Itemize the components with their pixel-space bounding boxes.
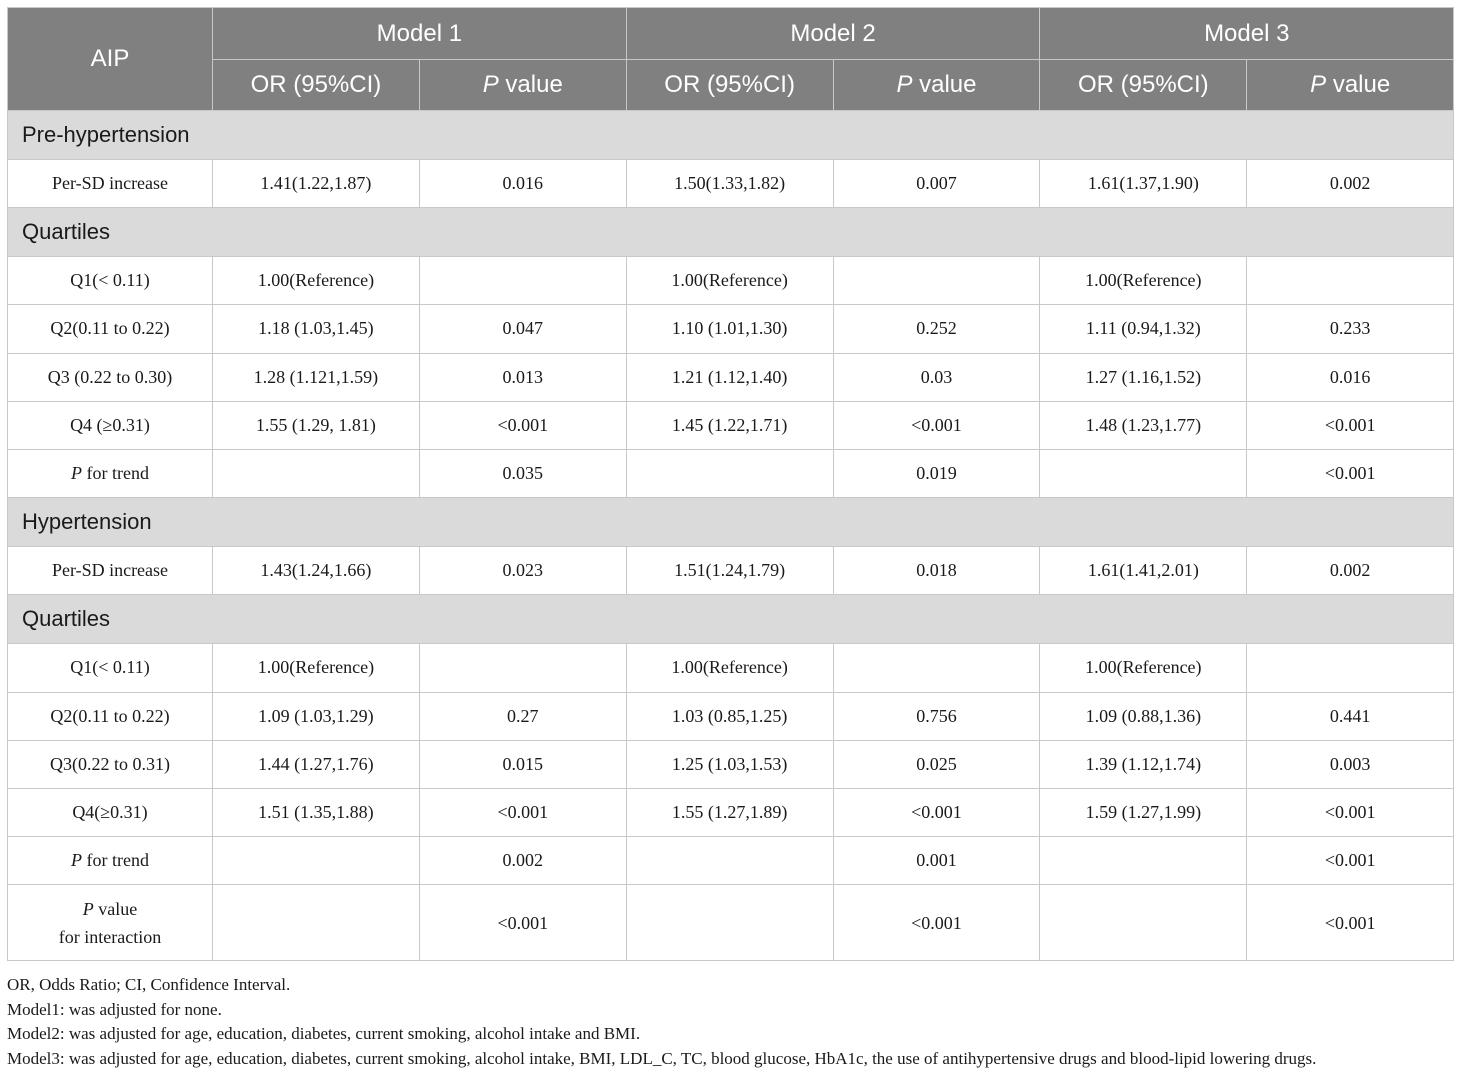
or-ci-cell: 1.51(1.24,1.79) [626, 547, 833, 595]
or-ci-cell: 1.61(1.37,1.90) [1040, 160, 1247, 208]
p-value-cell: 0.015 [419, 740, 626, 788]
table-row [8, 885, 1454, 961]
footnote-model-3: Model3: was adjusted for age, education, diabetes, current smoking, alcohol intake, BMI, LDL_C, TC, blood glucose, HbA1c, the use of antihypertensive drugs and blood-lipid lowering drugs. [7, 1048, 1317, 1068]
row-label: Q2(0.11 to 0.22) [8, 692, 213, 740]
p-value-cell: 0.016 [1247, 353, 1454, 401]
p-value-cell: <0.001 [419, 401, 626, 449]
section-header-row [8, 595, 1454, 644]
or-ci-cell: 1.00(Reference) [1040, 644, 1247, 692]
table-row [8, 449, 1454, 497]
or-ci-cell: 1.27 (1.16,1.52) [1040, 353, 1247, 401]
section-title: Hypertension [8, 498, 1454, 547]
table-row [8, 788, 1454, 836]
or-ci-cell: 1.44 (1.27,1.76) [213, 740, 420, 788]
results-table [7, 7, 1454, 961]
or-ci-cell [1040, 885, 1247, 961]
p-value-cell: 0.252 [833, 305, 1040, 353]
header-model-1: Model 1 [213, 8, 627, 60]
p-value-cell: 0.019 [833, 449, 1040, 497]
p-value-cell: 0.03 [833, 353, 1040, 401]
section-header-row [8, 208, 1454, 257]
p-value-cell: 0.002 [1247, 160, 1454, 208]
row-label: Q4 (≥0.31) [8, 401, 213, 449]
footnote-model-2: Model2: was adjusted for age, education, diabetes, current smoking, alcohol intake and BMI. [7, 1024, 641, 1043]
p-value-cell: 0.233 [1247, 305, 1454, 353]
or-ci-cell: 1.00(Reference) [213, 644, 420, 692]
header-p-2: P value [833, 60, 1040, 111]
p-value-cell: <0.001 [833, 885, 1040, 961]
p-value-cell: 0.047 [419, 305, 626, 353]
row-label: Q2(0.11 to 0.22) [8, 305, 213, 353]
p-value-cell: <0.001 [1247, 788, 1454, 836]
table-row [8, 644, 1454, 692]
p-value-cell: 0.002 [419, 837, 626, 885]
row-label: Per-SD increase [8, 160, 213, 208]
p-value-cell: 0.003 [1247, 740, 1454, 788]
table-row [8, 353, 1454, 401]
or-ci-cell: 1.09 (0.88,1.36) [1040, 692, 1247, 740]
p-value-cell: 0.023 [419, 547, 626, 595]
p-value-cell [833, 644, 1040, 692]
or-ci-cell [1040, 837, 1247, 885]
table-row [8, 837, 1454, 885]
section-title: Quartiles [8, 208, 1454, 257]
or-ci-cell: 1.18 (1.03,1.45) [213, 305, 420, 353]
p-value-cell: 0.007 [833, 160, 1040, 208]
row-label: P for trend [8, 449, 213, 497]
or-ci-cell: 1.03 (0.85,1.25) [626, 692, 833, 740]
table-row [8, 160, 1454, 208]
table-row [8, 257, 1454, 305]
p-value-cell: 0.025 [833, 740, 1040, 788]
p-value-cell: 0.018 [833, 547, 1040, 595]
table-row [8, 305, 1454, 353]
or-ci-cell [213, 885, 420, 961]
footnote-abbreviations: OR, Odds Ratio; CI, Confidence Interval. [7, 975, 291, 994]
p-value-cell: 0.001 [833, 837, 1040, 885]
row-label: P for trend [8, 837, 213, 885]
or-ci-cell [626, 837, 833, 885]
row-label: Q1(< 0.11) [8, 644, 213, 692]
row-label: Q1(< 0.11) [8, 257, 213, 305]
p-value-cell: 0.441 [1247, 692, 1454, 740]
or-ci-cell [626, 449, 833, 497]
p-value-cell: <0.001 [1247, 401, 1454, 449]
or-ci-cell: 1.00(Reference) [626, 644, 833, 692]
results-table-container [7, 7, 1453, 961]
p-value-cell: <0.001 [833, 788, 1040, 836]
header-or-2: OR (95%CI) [626, 60, 833, 111]
or-ci-cell: 1.21 (1.12,1.40) [626, 353, 833, 401]
or-ci-cell: 1.25 (1.03,1.53) [626, 740, 833, 788]
header-or-1: OR (95%CI) [213, 60, 420, 111]
or-ci-cell: 1.41(1.22,1.87) [213, 160, 420, 208]
footnote-model-1: Model1: was adjusted for none. [7, 999, 222, 1019]
p-value-cell: 0.756 [833, 692, 1040, 740]
or-ci-cell: 1.51 (1.35,1.88) [213, 788, 420, 836]
or-ci-cell [213, 837, 420, 885]
header-model-3: Model 3 [1040, 8, 1454, 60]
section-header-row [8, 498, 1454, 547]
or-ci-cell: 1.55 (1.27,1.89) [626, 788, 833, 836]
or-ci-cell: 1.45 (1.22,1.71) [626, 401, 833, 449]
table-row [8, 401, 1454, 449]
or-ci-cell [626, 885, 833, 961]
header-or-3: OR (95%CI) [1040, 60, 1247, 111]
p-value-cell: <0.001 [1247, 837, 1454, 885]
table-row [8, 740, 1454, 788]
row-label: Q3(0.22 to 0.31) [8, 740, 213, 788]
p-value-cell [419, 257, 626, 305]
or-ci-cell: 1.61(1.41,2.01) [1040, 547, 1247, 595]
row-label: P value for interaction [8, 885, 213, 961]
header-model-2: Model 2 [626, 8, 1040, 60]
or-ci-cell: 1.55 (1.29, 1.81) [213, 401, 420, 449]
p-value-cell: 0.016 [419, 160, 626, 208]
or-ci-cell: 1.00(Reference) [1040, 257, 1247, 305]
section-header-row [8, 111, 1454, 160]
p-value-cell: 0.013 [419, 353, 626, 401]
header-p-1: P value [419, 60, 626, 111]
or-ci-cell: 1.59 (1.27,1.99) [1040, 788, 1247, 836]
p-value-cell: 0.27 [419, 692, 626, 740]
table-row [8, 547, 1454, 595]
or-ci-cell: 1.50(1.33,1.82) [626, 160, 833, 208]
row-label: Q3 (0.22 to 0.30) [8, 353, 213, 401]
p-value-cell: <0.001 [1247, 885, 1454, 961]
table-body [8, 111, 1454, 961]
row-label: Per-SD increase [8, 547, 213, 595]
row-label: Q4(≥0.31) [8, 788, 213, 836]
or-ci-cell: 1.39 (1.12,1.74) [1040, 740, 1247, 788]
p-value-cell: <0.001 [1247, 449, 1454, 497]
or-ci-cell: 1.28 (1.121,1.59) [213, 353, 420, 401]
or-ci-cell: 1.43(1.24,1.66) [213, 547, 420, 595]
or-ci-cell [213, 449, 420, 497]
header-row-columns [8, 60, 1454, 111]
or-ci-cell: 1.00(Reference) [626, 257, 833, 305]
header-aip: AIP [8, 8, 213, 111]
p-value-cell: 0.002 [1247, 547, 1454, 595]
p-value-cell [833, 257, 1040, 305]
p-value-cell: <0.001 [833, 401, 1040, 449]
p-value-cell: <0.001 [419, 788, 626, 836]
or-ci-cell: 1.48 (1.23,1.77) [1040, 401, 1247, 449]
header-p-3: P value [1247, 60, 1454, 111]
p-value-cell [419, 644, 626, 692]
p-value-cell [1247, 257, 1454, 305]
or-ci-cell: 1.00(Reference) [213, 257, 420, 305]
or-ci-cell [1040, 449, 1247, 497]
p-value-cell: <0.001 [419, 885, 626, 961]
section-title: Quartiles [8, 595, 1454, 644]
or-ci-cell: 1.10 (1.01,1.30) [626, 305, 833, 353]
table-row [8, 692, 1454, 740]
section-title: Pre-hypertension [8, 111, 1454, 160]
p-value-cell: 0.035 [419, 449, 626, 497]
or-ci-cell: 1.11 (0.94,1.32) [1040, 305, 1247, 353]
header-row-models [8, 8, 1454, 60]
p-value-cell [1247, 644, 1454, 692]
or-ci-cell: 1.09 (1.03,1.29) [213, 692, 420, 740]
table-footnotes [7, 973, 1453, 1071]
